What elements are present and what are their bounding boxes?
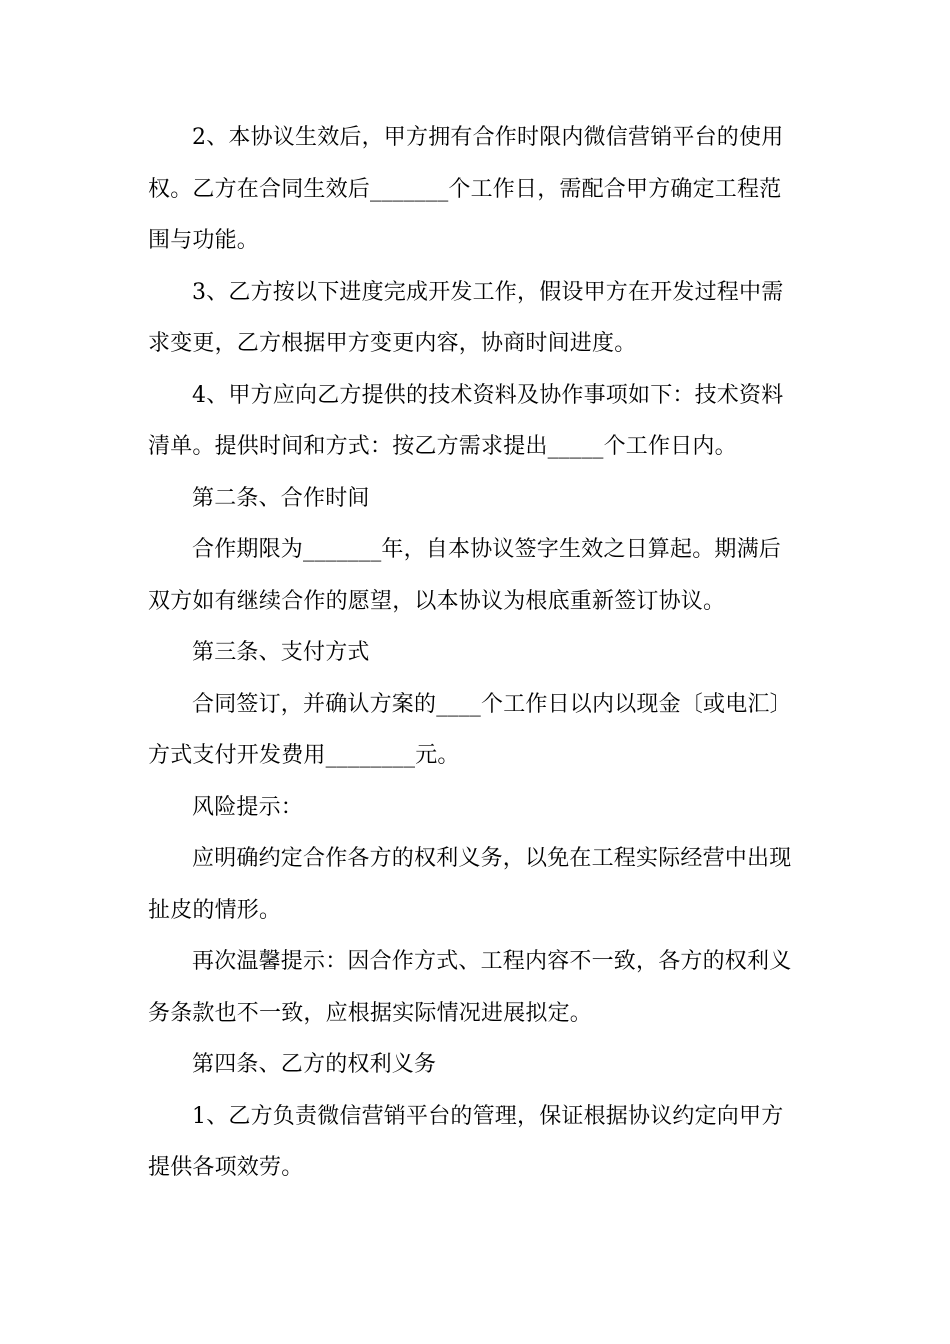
article-2-heading: 第二条、合作时间 <box>192 485 370 511</box>
risk-notice-heading: 风险提示： <box>192 794 304 820</box>
party-b-clause-1-paragraph: 1、乙方负责微信营销平台的管理，保证根据协议约定向甲方提供各项效劳。 <box>148 1103 784 1180</box>
document-body <box>148 112 800 1194</box>
cooperation-term-paragraph: 合作期限为_______年，自本协议签字生效之日算起。期满后双方如有继续合作的愿望，以本协议为根底重新签订协议。 <box>148 537 782 614</box>
article-3-heading: 第三条、支付方式 <box>192 640 370 665</box>
reminder-paragraph: 再次温馨提示：因合作方式、工程内容不一致，各方的权利义务条款也不一致，应根据实际情况进展拟定。 <box>148 949 792 1026</box>
clause-3-paragraph: 3、乙方按以下进度完成开发工作，假设甲方在开发过程中需求变更，乙方根据甲方变更内容，协商时间进度。 <box>148 279 784 356</box>
payment-paragraph: 合同签订，并确认方案的____个工作日以内以现金〔或电汇〕方式支付开发费用________元。 <box>148 691 792 768</box>
risk-notice-paragraph: 应明确约定合作各方的权利义务，以免在工程实际经营中出现扯皮的情形。 <box>148 846 792 923</box>
clause-4-paragraph: 4、甲方应向乙方提供的技术资料及协作事项如下：技术资料清单。提供时间和方式：按乙方需求提出_____个工作日内。 <box>148 382 784 459</box>
clause-2-paragraph: 2、本协议生效后，甲方拥有合作时限内微信营销平台的使用权。乙方在合同生效后_______个工作日，需配合甲方确定工程范围与功能。 <box>148 125 784 253</box>
article-4-heading: 第四条、乙方的权利义务 <box>192 1052 437 1077</box>
